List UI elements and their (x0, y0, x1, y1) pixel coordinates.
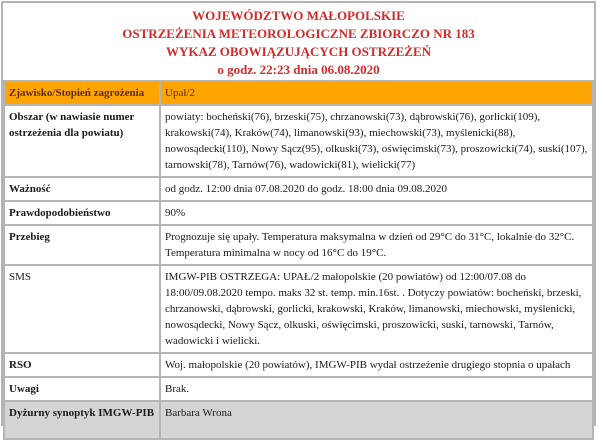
table-row-probability (4, 201, 593, 225)
row-value: Barbara Wrona (160, 401, 593, 439)
row-value: Prognozuje się upały. Temperatura maksymalna w dzień od 29°C do 31°C, lokalnie do 32°C. Temperatura minimalna w nocy od 16°C do 19°C. (160, 225, 593, 265)
row-label: Uwagi (4, 377, 160, 401)
warning-table (3, 80, 594, 440)
table-row-validity (4, 177, 593, 201)
row-label: Obszar (w nawiasie numer ostrzeżenia dla powiatu) (4, 105, 160, 177)
table-row-forecaster (4, 401, 593, 439)
region-title: WOJEWÓDZTWO MAŁOPOLSKIE (192, 8, 405, 23)
row-label: SMS (4, 265, 160, 353)
row-label: Dyżurny synoptyk IMGW-PIB (4, 401, 160, 439)
row-value: 90% (160, 201, 593, 225)
row-value: powiaty: bocheński(76), brzeski(75), chrzanowski(73), dąbrowski(76), gorlicki(109), krakowski(74), Kraków(74), limanowski(93), miechowski(73), myślenicki(88), nowosądecki(110), Nowy Sącz(95), olkuski(73), oświęcimski(73), proszowicki(74), suski(107), tarnowski(78), Tarnów(76), wadowicki(81), wielicki(77) (160, 105, 593, 177)
row-value: Brak. (160, 377, 593, 401)
table-row-course (4, 225, 593, 265)
issue-time: o godz. 22:23 dnia 06.08.2020 (217, 62, 380, 77)
table-row-remarks (4, 377, 593, 401)
warning-document (1, 1, 596, 426)
warnings-title: OSTRZEŻENIA METEOROLOGICZNE ZBIORCZO NR 183 (122, 26, 475, 41)
row-value: Woj. małopolskie (20 powiatów), IMGW-PIB wydał ostrzeżenie drugiego stopnia o upałach (160, 353, 593, 377)
row-value: Upał/2 (160, 81, 593, 105)
row-label: RSO (4, 353, 160, 377)
row-label: Przebieg (4, 225, 160, 265)
row-label: Prawdopodobieństwo (4, 201, 160, 225)
table-row-phenomenon (4, 81, 593, 105)
table-row-area (4, 105, 593, 177)
table-row-rso (4, 353, 593, 377)
row-value: od godz. 12:00 dnia 07.08.2020 do godz. 18:00 dnia 09.08.2020 (160, 177, 593, 201)
row-label: Zjawisko/Stopień zagrożenia (4, 81, 160, 105)
table-row-sms (4, 265, 593, 353)
row-label: Ważność (4, 177, 160, 201)
document-header (3, 3, 594, 79)
row-value: IMGW-PIB OSTRZEGA: UPAŁ/2 małopolskie (20 powiatów) od 12:00/07.08 do 18:00/09.08.2020 tempo. maks 32 st. temp. min.16st. . Dotyczy powiatów: bocheński, brzeski, chrzanowski, dąbrowski, gorlicki, krakowski, Kraków, limanowski, miechowski, myślenicki, nowosądecki, Nowy Sącz, olkuski, oświęcimski, proszowicki, suski, tarnowski, Tarnów, wadowicki i wielicki. (160, 265, 593, 353)
list-title: WYKAZ OBOWIĄZUJĄCYCH OSTRZEŻEŃ (165, 44, 432, 59)
